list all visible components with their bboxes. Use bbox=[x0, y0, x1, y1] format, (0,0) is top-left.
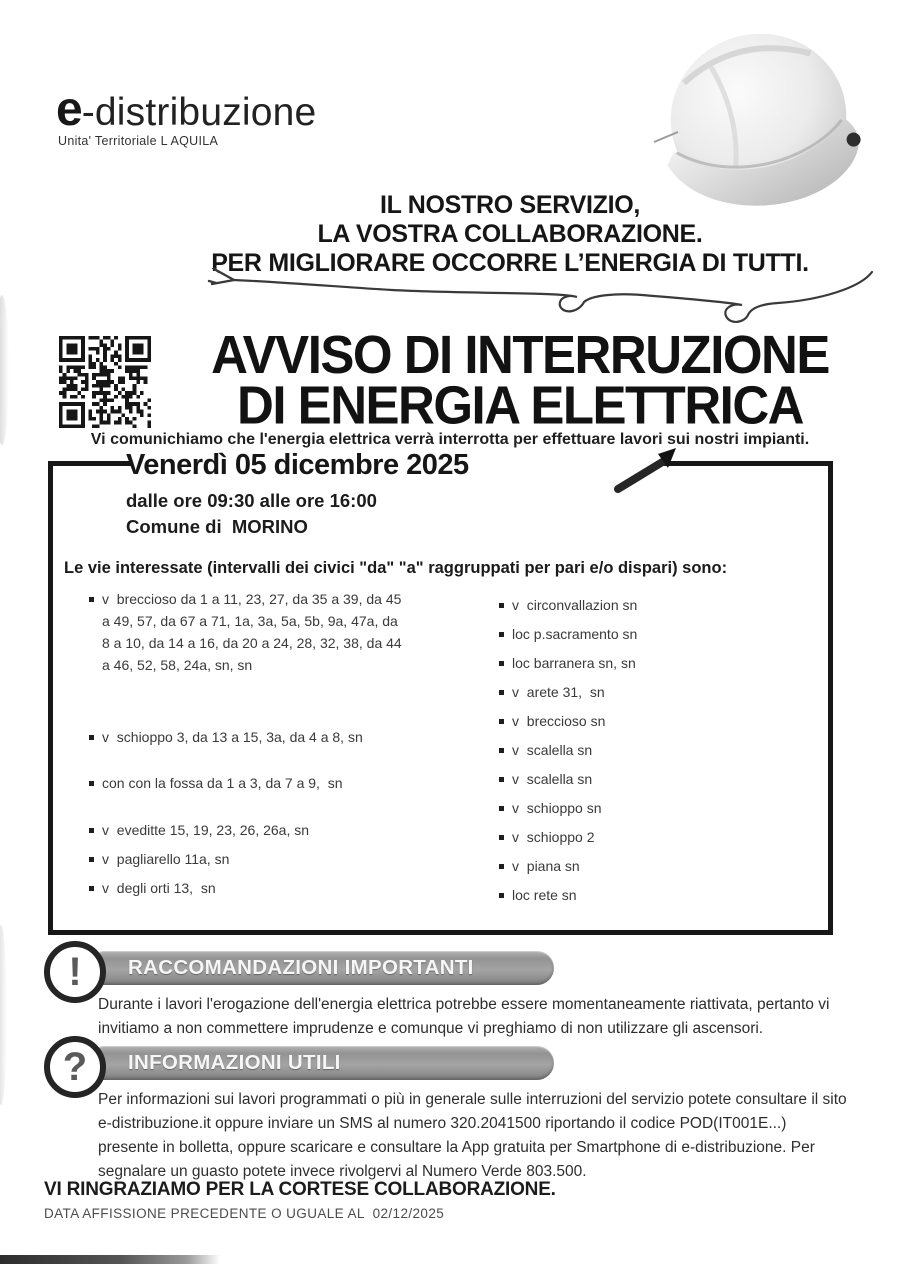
street-item: v schioppo 3, da 13 a 15, 3a, da 4 a 8, sn bbox=[88, 726, 403, 748]
street-item: v scalella sn bbox=[498, 739, 798, 761]
title-line-2: DI ENERGIA ELETTRICA bbox=[237, 375, 803, 435]
raccomandazioni-body: Durante i lavori l'erogazione dell'energia elettrica potrebbe essere momentaneamente riattivata, pertanto vi invitiamo a non commettere imprudenze e comunque vi preghiamo di non utilizzare gli ascensori. bbox=[98, 996, 830, 1037]
streets-column-left bbox=[88, 588, 406, 899]
street-item: v scalella sn bbox=[498, 768, 798, 790]
notice-title bbox=[168, 324, 872, 435]
pen-marker-icon bbox=[608, 444, 700, 501]
section-title: RACCOMANDAZIONI IMPORTANTI bbox=[128, 956, 474, 979]
street-item: loc p.sacramento sn bbox=[498, 623, 798, 645]
street-item: v schioppo sn bbox=[498, 797, 798, 819]
slogan bbox=[185, 191, 835, 278]
street-item: loc barranera sn, sn bbox=[498, 652, 798, 674]
box-border-segment bbox=[48, 461, 132, 466]
slogan-line-3: PER MIGLIORARE OCCORRE L’ENERGIA DI TUTTI. bbox=[211, 249, 809, 277]
thanks-line: VI RINGRAZIAMO PER LA CORTESE COLLABORAZIONE. bbox=[44, 1179, 556, 1200]
section-header-raccomandazioni bbox=[96, 951, 554, 985]
street-item: v breccioso sn bbox=[498, 710, 798, 732]
exclamation-icon: ! bbox=[44, 941, 106, 1003]
event-date: Venerdì 05 dicembre 2025 bbox=[126, 449, 469, 481]
affissione-date-line: DATA AFFISSIONE PRECEDENTE O UGUALE AL 02/12/2025 bbox=[44, 1206, 445, 1221]
title-line-1: AVVISO DI INTERRUZIONE bbox=[211, 324, 829, 385]
scan-artifact-strip bbox=[0, 1255, 220, 1264]
e-distribuzione-logo bbox=[56, 82, 316, 137]
streets-heading: Le vie interessate (intervalli dei civici "da" "a" raggruppati per pari e/o dispari) sono: bbox=[64, 559, 728, 577]
section-header-informazioni bbox=[96, 1046, 554, 1080]
slogan-line-2: LA VOSTRA COLLABORAZIONE. bbox=[317, 220, 703, 248]
slogan-line-1: IL NOSTRO SERVIZIO, bbox=[379, 191, 641, 219]
event-time: dalle ore 09:30 alle ore 16:00 bbox=[126, 490, 377, 511]
streets-column-right bbox=[498, 594, 798, 913]
section-title: INFORMAZIONI UTILI bbox=[128, 1051, 341, 1074]
street-item: v pagliarello 11a, sn bbox=[88, 848, 403, 870]
street-item: v breccioso da 1 a 11, 23, 27, da 35 a 39, da 45 a 49, 57, da 67 a 71, 1a, 3a, 5a, 5b, 9a, 47a, da 8 a 10, da 14 a 16, da 20 a 24, 28, 32, 38, da 44 a 46, 52, 58, 24a, sn, sn bbox=[88, 588, 403, 676]
informazioni-body: Per informazioni sui lavori programmati o più in generale sulle interruzioni del servizio potete consultare il sito e-distribuzione.it oppure inviare un SMS al numero 320.2041500 riportando il codice POD(IT001E...) presente in bolletta, oppure scaricare e consultare la App gratuita per Smartphone di e-distribuzione. Per segnalare un guasto potete invece rivolgervi al Numero Verde 803.500. bbox=[98, 1091, 847, 1180]
street-item: loc rete sn bbox=[498, 884, 798, 906]
power-cord-doodle bbox=[172, 268, 878, 331]
street-item: v eveditte 15, 19, 23, 26, 26a, sn bbox=[88, 819, 403, 841]
scan-smudge bbox=[0, 925, 7, 1105]
scan-smudge bbox=[0, 295, 9, 445]
qr-code bbox=[57, 336, 153, 428]
street-item: v degli orti 13, sn bbox=[88, 877, 403, 899]
question-icon: ? bbox=[44, 1036, 106, 1098]
street-item: v circonvallazion sn bbox=[498, 594, 798, 616]
street-item: v piana sn bbox=[498, 855, 798, 877]
street-item: con con la fossa da 1 a 3, da 7 a 9, sn bbox=[88, 772, 403, 794]
logo-e-mark: e bbox=[56, 83, 82, 136]
territorial-unit-label: Unita' Territoriale L AQUILA bbox=[58, 134, 219, 148]
event-comune: Comune di MORINO bbox=[126, 516, 308, 537]
street-item: v schioppo 2 bbox=[498, 826, 798, 848]
intro-text: Vi comunichiamo che l'energia elettrica verrà interrotta per effettuare lavori sui nostri impianti. bbox=[90, 431, 810, 448]
street-item: v arete 31, sn bbox=[498, 681, 798, 703]
logo-wordmark: -distribuzione bbox=[81, 91, 317, 134]
